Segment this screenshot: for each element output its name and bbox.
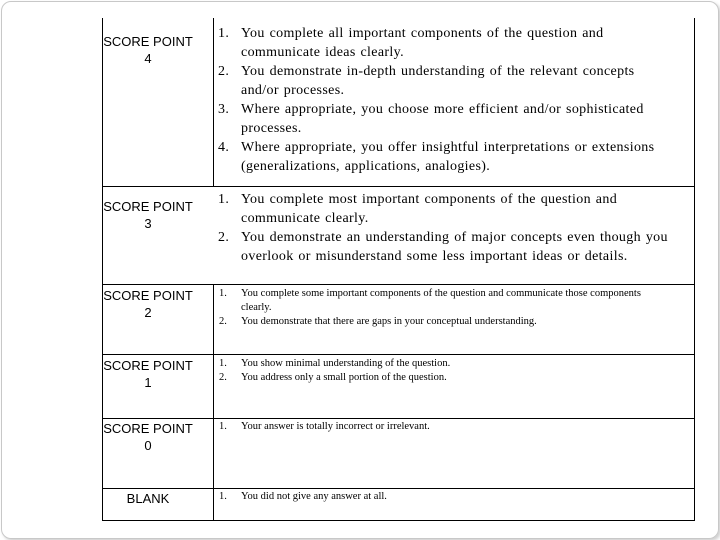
- criteria-list-blank: [214, 490, 649, 504]
- score-label-blank: BLANK: [126, 491, 170, 506]
- score-label-4: SCORE POINT 4: [103, 34, 193, 66]
- row-divider: [103, 354, 694, 355]
- item-text: Where appropriate, you offer insightful interpretations or extensions (generalizations, applications, analogies).: [241, 140, 655, 174]
- criterion-item: [214, 138, 674, 176]
- item-number: 1.: [219, 288, 227, 299]
- criterion-item: [214, 100, 674, 138]
- item-number: 1.: [218, 192, 230, 207]
- item-text: You did not give any answer at all.: [241, 491, 387, 502]
- criterion-item: [214, 228, 674, 266]
- criterion-item: [214, 420, 649, 434]
- criterion-item: [214, 357, 649, 371]
- item-text: You show minimal understanding of the question.: [241, 358, 451, 369]
- item-text: You demonstrate in-depth understanding of the relevant concepts and/or processes.: [241, 64, 635, 98]
- score-label-0: SCORE POINT 0: [103, 421, 193, 453]
- item-text: You address only a small portion of the question.: [241, 372, 447, 383]
- item-text: Where appropriate, you choose more efficient and/or sophisticated processes.: [241, 102, 644, 136]
- item-number: 4.: [218, 140, 230, 155]
- criterion-item: [214, 490, 649, 504]
- row-divider: [103, 186, 694, 187]
- row-divider: [103, 284, 694, 285]
- item-number: 2.: [219, 372, 227, 383]
- criterion-item: [214, 315, 649, 329]
- criterion-item: [214, 190, 674, 228]
- criterion-item: [214, 371, 649, 385]
- criteria-list-0: [214, 420, 649, 434]
- criteria-list-2: [214, 287, 649, 329]
- criteria-list-3: [214, 190, 674, 266]
- item-text: You complete some important components of the question and communicate those components clearly.: [241, 288, 641, 313]
- item-text: You complete all important components of the question and communicate ideas clearly.: [241, 26, 604, 60]
- criteria-list-1: [214, 357, 649, 385]
- item-text: You demonstrate an understanding of major concepts even though you overlook or misunderstand some less important ideas or details.: [241, 230, 668, 264]
- criterion-item: [214, 62, 674, 100]
- score-label-1: SCORE POINT 1: [103, 358, 193, 390]
- item-number: 2.: [219, 316, 227, 327]
- criteria-list-4: [214, 24, 674, 176]
- item-number: 3.: [218, 102, 230, 117]
- item-number: 2.: [218, 64, 230, 79]
- item-number: 1.: [219, 358, 227, 369]
- item-number: 1.: [219, 421, 227, 432]
- row-divider: [103, 418, 694, 419]
- criterion-item: [214, 287, 649, 315]
- item-text: You demonstrate that there are gaps in your conceptual understanding.: [241, 316, 537, 327]
- score-label-2: SCORE POINT 2: [103, 288, 193, 320]
- score-label-3: SCORE POINT 3: [103, 199, 193, 231]
- item-number: 2.: [218, 230, 230, 245]
- row-divider: [103, 488, 694, 489]
- item-text: You complete most important components of the question and communicate clearly.: [241, 192, 618, 226]
- criterion-item: [214, 24, 674, 62]
- item-text: Your answer is totally incorrect or irrelevant.: [241, 421, 430, 432]
- item-number: 1.: [218, 26, 230, 41]
- item-number: 1.: [219, 491, 227, 502]
